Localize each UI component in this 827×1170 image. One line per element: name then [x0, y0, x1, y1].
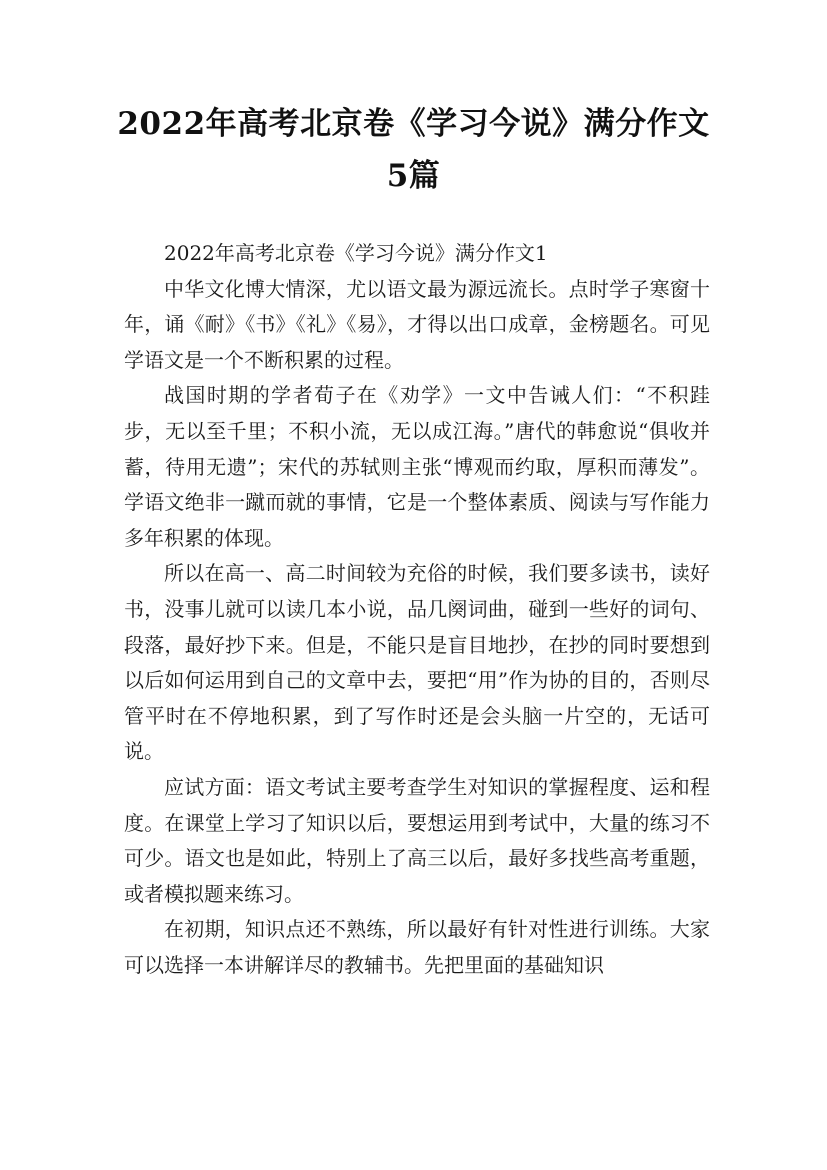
paragraph: 中华文化博大情深，尤以语文最为源远流长。点时学子寒窗十年，诵《耐》《书》《礼》《易》，才得以出口成章，金榜题名。可见学语文是一个不断积累的过程。 [124, 276, 710, 372]
essay-heading: 2022年高考北京卷《学习今说》满分作文1 [164, 241, 548, 265]
paragraph: 在初期，知识点还不熟练，所以最好有针对性进行训练。大家可以选择一本讲解详尽的教辅书。先把里面的基础知识 [124, 917, 710, 977]
paragraph: 战国时期的学者荀子在《劝学》一文中告诫人们：“不积跬步，无以至千里；不积小流，无以成江海。”唐代的韩愈说“俱收并蓄，待用无遗”；宋代的苏轼则主张“博观而约取，厚积而薄发”。学语文绝非一蹴而就的事情，它是一个整体素质、阅读与写作能力多年积累的体现。 [124, 383, 710, 550]
paragraph: 所以在高一、高二时间较为充俗的时候，我们要多读书，读好书，没事儿就可以读几本小说，品几阕词曲，碰到一些好的词句、段落，最好抄下来。但是，不能只是盲目地抄，在抄的同时要想到以后如何运用到自己的文章中去，要把“用”作为协的目的，否则尽管平时在不停地积累，到了写作时还是会头脑一片空的，无话可说。 [124, 561, 710, 764]
paragraph: 应试方面：语文考试主要考查学生对知识的掌握程度、运和程度。在课堂上学习了知识以后，要想运用到考试中，大量的练习不可少。语文也是如此，特别上了高三以后，最好多找些高考重题，或者模拟题来练习。 [124, 774, 710, 906]
document-title: 2022年高考北京卷《学习今说》满分作文5篇 [117, 106, 710, 194]
document-body [124, 236, 710, 983]
